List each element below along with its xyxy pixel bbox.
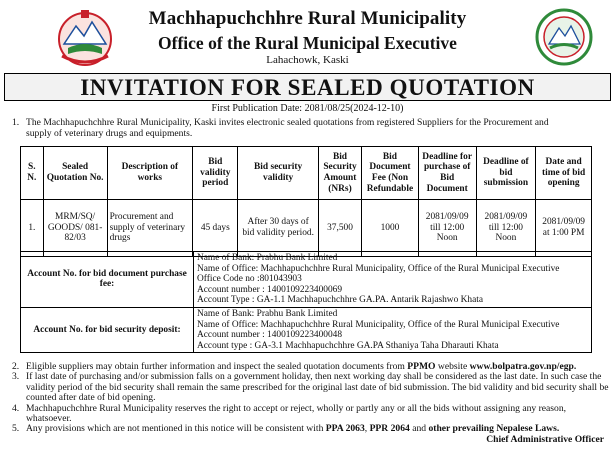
municipality-title: Machhapuchchhre Rural Municipality <box>148 8 467 29</box>
cell-bid-security-validity: After 30 days of bid validity period. <box>238 200 318 257</box>
header-description: Description of works <box>107 147 193 200</box>
header-deadline-purchase: Deadline for purchase of Bid Document <box>418 147 476 200</box>
account-security-type: Account type : GA-3.1 Machhapuchchhre GA.PA Sthaniya Taha Dharauti Khata <box>197 340 499 351</box>
account-purchase-details <box>194 252 592 308</box>
cell-deadline-submission: 2081/09/09 till 12:00 Noon <box>476 200 536 257</box>
account-security-number: Account number : 1400109223400048 <box>197 330 343 341</box>
header-doc-fee: Bid Document Fee (Non Refundable <box>362 147 419 200</box>
header-bid-validity: Bid validity period <box>193 147 238 200</box>
note-2: 2. Eligible suppliers may obtain further information and inspect the sealed quotation documents from PPMO website www.bolpatra.gov.np/egp. <box>12 361 577 372</box>
cell-quotation-no: MRM/SQ/ GOODS/ 081-82/03 <box>43 200 107 257</box>
header-bid-security-validity: Bid security validity <box>238 147 318 200</box>
municipality-logo-icon <box>535 8 593 66</box>
note-5: 5. Any provisions which are not mentioned in this notice will be consistent with PPA 2063, PPR 2064 and other prevailing Nepalese Laws. <box>12 423 560 435</box>
cell-sn: 1. <box>21 200 44 257</box>
header-quotation-no: Sealed Quotation No. <box>43 147 107 200</box>
account-purchase-label: Account No. for bid document purchase fee: <box>21 252 194 308</box>
intro-number: 1. <box>12 117 20 128</box>
cell-doc-fee: 1000 <box>362 200 419 257</box>
account-purchase-office-code: Office Code no :801043903 <box>197 274 302 285</box>
account-security-bank: Name of Bank: Prabhu Bank Limited <box>197 308 338 319</box>
signature: Chief Administrative Officer <box>486 433 604 445</box>
cell-deadline-purchase: 2081/09/09 till 12:00 Noon <box>418 200 476 257</box>
location: Lahachowk, Kaski <box>266 54 349 66</box>
header-bid-security-amount: Bid Security Amount (NRs) <box>318 147 361 200</box>
table-row <box>21 200 592 257</box>
cell-bid-validity: 45 days <box>193 200 238 257</box>
account-purchase-row <box>21 252 592 308</box>
account-security-label: Account No. for bid security deposit: <box>21 307 194 352</box>
cell-bid-security-amount: 37,500 <box>318 200 361 257</box>
note-3: 3. If last date of purchasing and/or submission falls on a government holiday, then next working day shall be considered as the last date. In such case the validity period of the bid security shall remain the same prescribed for the original last date of bid submission. The bid validity and bid security shall be counted after date of bid opening. <box>12 371 609 404</box>
office-title: Office of the Rural Municipal Executive <box>158 33 457 53</box>
account-purchase-number: Account number : 1400109223400069 <box>197 284 343 295</box>
cell-description: Procurement and supply of veterinary drugs <box>107 200 193 257</box>
account-security-row <box>21 307 592 352</box>
accounts-table <box>20 251 592 353</box>
cell-opening: 2081/09/09 at 1:00 PM <box>536 200 592 257</box>
table-header-row <box>21 147 592 200</box>
header-opening: Date and time of bid opening <box>536 147 592 200</box>
header-deadline-submission: Deadline of bid submission <box>476 147 536 200</box>
account-purchase-bank: Name of Bank: Prabhu Bank Limited <box>197 253 338 263</box>
account-purchase-office: Name of Office: Machhapuchchhre Rural Municipality, Office of the Rural Municipal Executive <box>197 263 560 274</box>
quotation-table <box>20 146 592 257</box>
intro-line-1: The Machhapuchchhre Rural Municipality, Kaski invites electronic sealed quotations from registered Suppliers for the Procurement and <box>26 117 549 128</box>
publication-date: First Publication Date: 2081/08/25(2024-12-10) <box>211 103 404 114</box>
account-security-office: Name of Office: Machhapuchchhre Rural Municipality, Office of the Rural Municipal Executive <box>197 319 560 330</box>
page-title: INVITATION FOR SEALED QUOTATION <box>4 73 611 101</box>
intro-line-2: supply of veterinary drugs and equipments. <box>26 128 193 139</box>
note-4: 4. Machhapuchchhre Rural Municipality reserves the right to accept or reject, wholly or partly any or all the bids without assigning any reason, whatsoever. <box>12 402 567 425</box>
header <box>0 0 615 70</box>
account-purchase-type: Account Type : GA-1.1 Machhapuchchhre GA.PA. Antarik Rajashwo Khata <box>197 295 483 306</box>
header-sn: S. N. <box>21 147 44 200</box>
notes <box>12 362 610 445</box>
account-security-details <box>194 307 592 352</box>
